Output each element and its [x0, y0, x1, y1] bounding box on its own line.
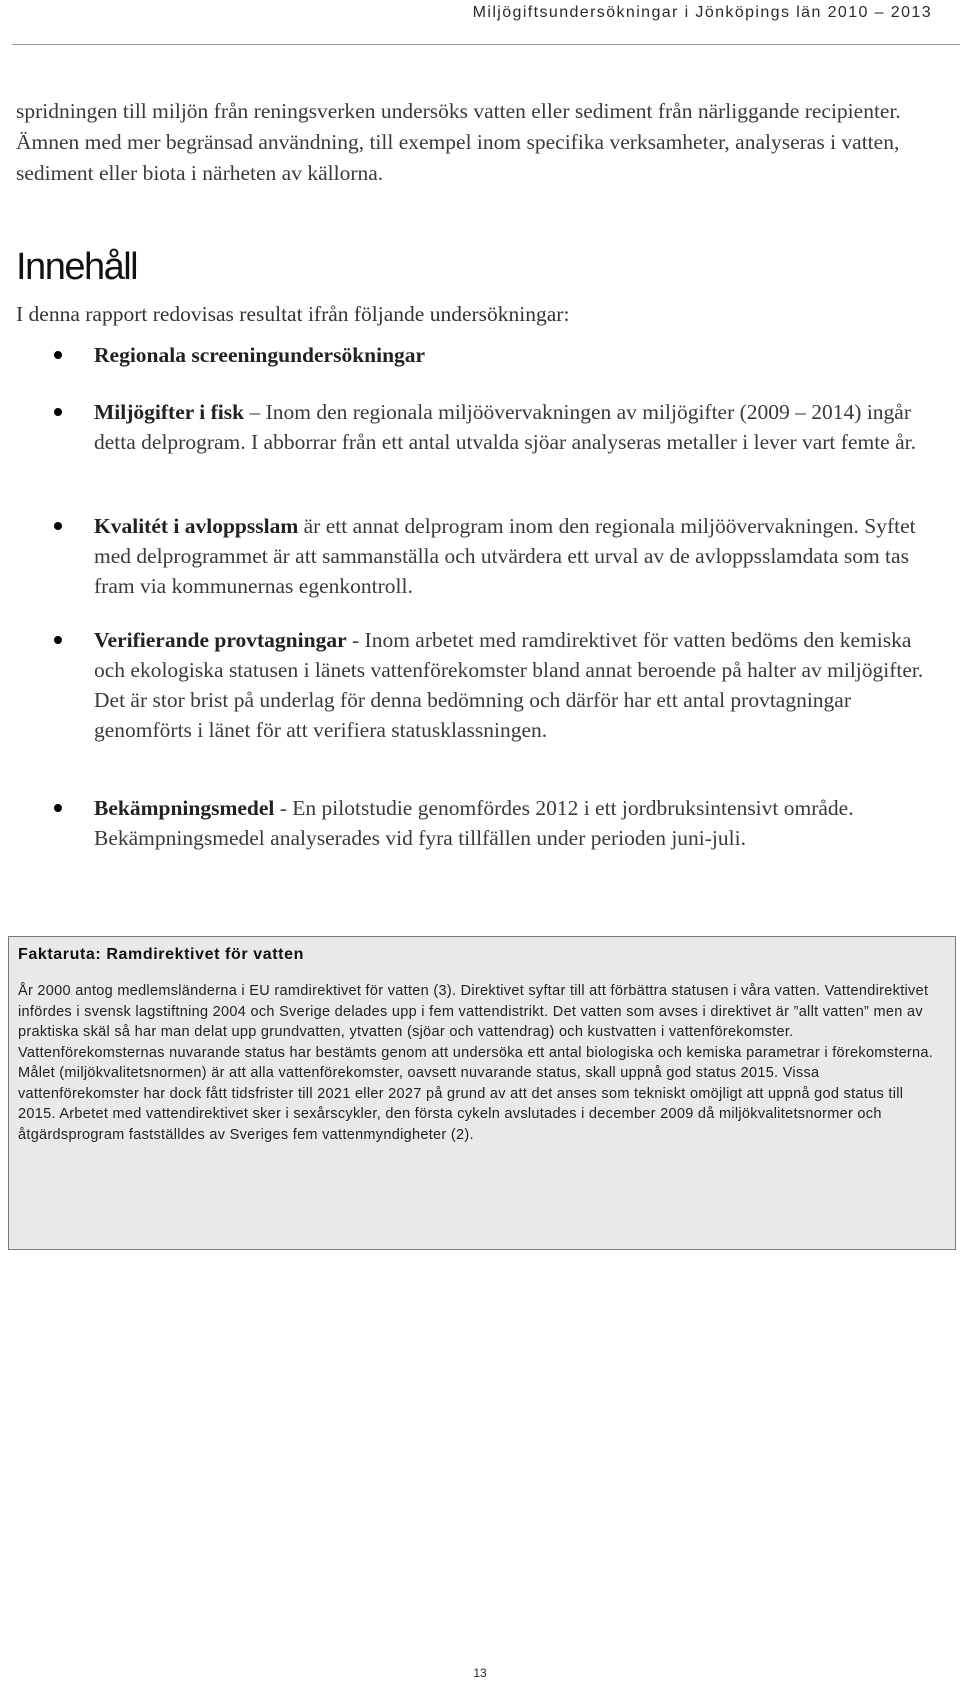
fact-box [8, 936, 956, 1250]
bullet-icon [54, 408, 62, 416]
list-item-title: Verifierande provtagningar [94, 628, 347, 652]
fact-box-title: Faktaruta: Ramdirektivet för vatten [18, 946, 304, 963]
list-item-body: är ett annat delprogram inom den regionala miljöövervakningen. Syftet med delprogrammet är att sammanställa och utvärdera ett urval av de avloppsslamdata som tas fram via kommunernas egenkontroll. [94, 514, 916, 598]
section-heading: Innehåll [16, 246, 138, 288]
bullet-icon [54, 351, 62, 359]
bullet-icon [54, 804, 62, 812]
list-item-body: - Inom arbetet med ramdirektivet för vatten bedöms den kemiska och ekologiska statusen i länets vattenförekomster bland annat beroende på halter av miljögifter. Det är stor brist på underlag för denna bedömning och därför har ett antal provtagningar genomförts i länet för att verifiera statusklassningen. [94, 628, 924, 742]
intro-paragraph: spridningen till miljön från reningsverken undersöks vatten eller sediment från närliggande recipienter. Ämnen med mer begränsad användning, till exempel inom specifika verksamheter, analyseras i vatten, sediment eller biota i närheten av källorna. [16, 99, 901, 185]
list-item-body: - En pilotstudie genomfördes 2012 i ett jordbruksintensivt område. Bekämpningsmedel analyserades vid fyra tillfällen under perioden juni-juli. [94, 796, 854, 850]
list-item-text [94, 340, 924, 370]
list-item-text [94, 397, 924, 457]
list-item-body: – Inom den regionala miljöövervakningen av miljögifter (2009 – 2014) ingår detta delprogram. I abborrar från ett antal utvalda sjöar analyseras metaller i lever vart femte år. [94, 400, 916, 454]
fact-box-body: År 2000 antog medlemsländerna i EU ramdirektivet för vatten (3). Direktivet syftar till att förbättra statusen i våra vatten. Vattendirektivet infördes i svensk lagstiftning 2004 och Sverige delades upp i fem vattendistrikt. Det vatten som avses i direktivet är ”allt vatten” men av praktiska skäl så har man delat upp grundvatten, ytvatten (sjöar och vattendrag) och kustvatten i vattenförekomster. Vattenförekomsternas nuvarande status har bestämts genom att undersöka ett antal biologiska och kemiska parametrar i förekomsterna. Målet (miljökvalitetsnormen) är att alla vattenförekomster, oavsett nuvarande status, skall uppnå god status 2015. Vissa vattenförekomster har dock fått tidsfrister till 2021 eller 2027 på grund av att det anses som tekniskt omöjligt att uppnå god status till 2015. Arbetet med vattendirektivet sker i sexårscykler, den första cykeln avslutades i december 2009 då miljökvalitetsnormer och åtgärdsprogram fastställdes av Sveriges fem vattenmyndigheter (2). [18, 983, 934, 1143]
list-item-title: Bekämpningsmedel [94, 796, 275, 820]
list-item-title: Regionala screeningundersökningar [94, 343, 426, 367]
section-lead: I denna rapport redovisas resultat ifrån följande undersökningar: [16, 302, 570, 326]
running-header-title: Miljögiftsundersökningar i Jönköpings län 2010 – 2013 [472, 4, 932, 21]
list-item-text [94, 625, 924, 745]
list-item-title: Kvalitét i avloppsslam [94, 514, 299, 538]
list-item-title: Miljögifter i fisk [94, 400, 245, 424]
page-number: 13 [473, 1666, 487, 1680]
list-item-text [94, 511, 924, 601]
bullet-icon [54, 522, 62, 530]
list-item-text [94, 793, 924, 853]
bullet-icon [54, 636, 62, 644]
page-header [12, 0, 960, 45]
